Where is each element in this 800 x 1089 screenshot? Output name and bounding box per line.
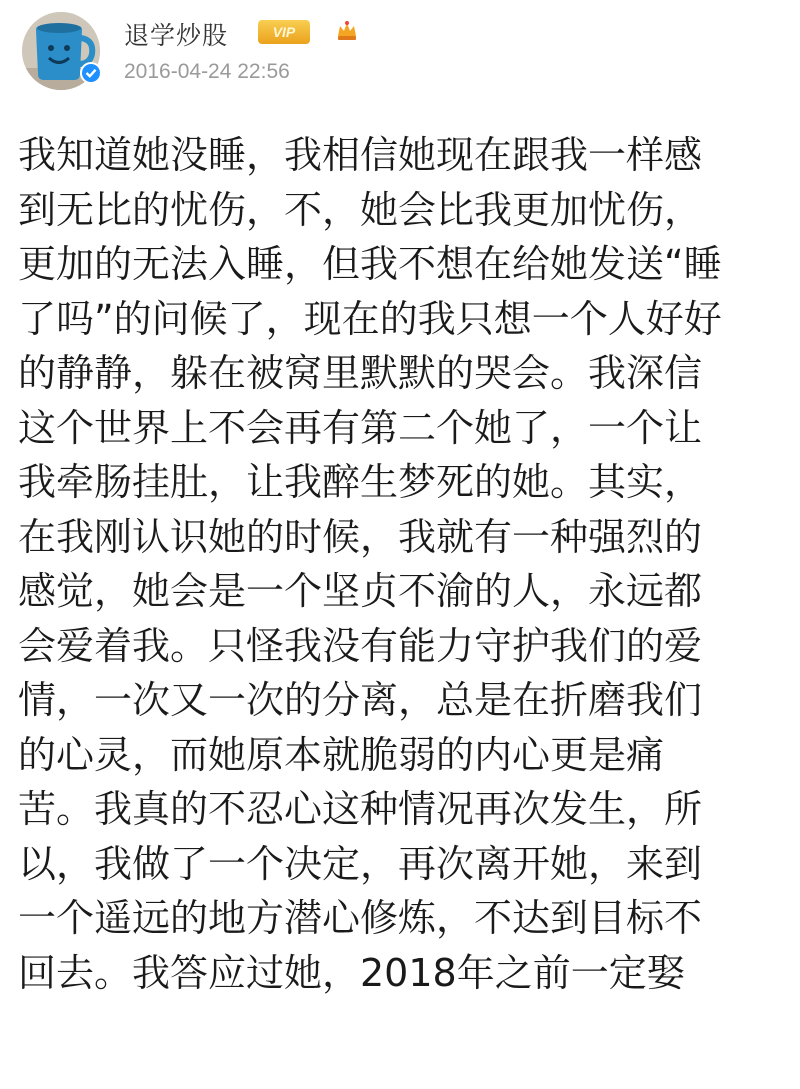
- vip-badge[interactable]: VIP: [258, 20, 310, 44]
- post-text-line: 回去。我答应过她，2018年之前一定娶: [18, 950, 685, 995]
- post-text-line: 的静静，躲在被窝里默默的哭会。我深信: [18, 351, 703, 395]
- post-text-line: 我知道她没睡，我相信她现在跟我一样感: [18, 133, 703, 177]
- post-text-line: 这个世界上不会再有第二个她了，一个让: [18, 405, 703, 450]
- post-text-line: 了吗”的问候了，现在的我只想一个人好好: [18, 296, 722, 341]
- post-text-line: 一个遥远的地方潜心修炼，不达到目标不: [18, 896, 703, 940]
- post-header: [0, 0, 800, 110]
- post-text-line: 在我刚认识她的时候，我就有一种强烈的: [18, 514, 703, 559]
- post-text-line: 会爱着我。只怪我没有能力守护我们的爱: [18, 623, 703, 668]
- post-text-line: 苦。我真的不忍心这种情况再次发生，所: [18, 787, 703, 831]
- crown-badge-icon[interactable]: [334, 18, 360, 48]
- post-text-line: 的心灵，而她原本就脆弱的内心更是痛: [18, 732, 665, 777]
- post-text-line: 我牵肠挂肚，让我醉生梦死的她。其实，: [18, 460, 703, 504]
- post-text-line: 感觉，她会是一个坚贞不渝的人，永远都: [18, 569, 703, 613]
- post-text-line: 更加的无法入睡，但我不想在给她发送“睡: [18, 242, 722, 286]
- post-text-line: 以，我做了一个决定，再次离开她，来到: [18, 841, 703, 886]
- post-body: [18, 128, 788, 1000]
- post-text-line: 到无比的忧伤，不，她会比我更加忧伤，: [18, 187, 703, 232]
- post-datetime: 2016-04-24 22:56: [124, 60, 290, 83]
- username[interactable]: 退学炒股: [124, 21, 229, 50]
- verified-badge: [80, 62, 102, 84]
- post-text-line: 情，一次又一次的分离，总是在折磨我们: [18, 678, 703, 722]
- verified-check-icon: [81, 63, 101, 83]
